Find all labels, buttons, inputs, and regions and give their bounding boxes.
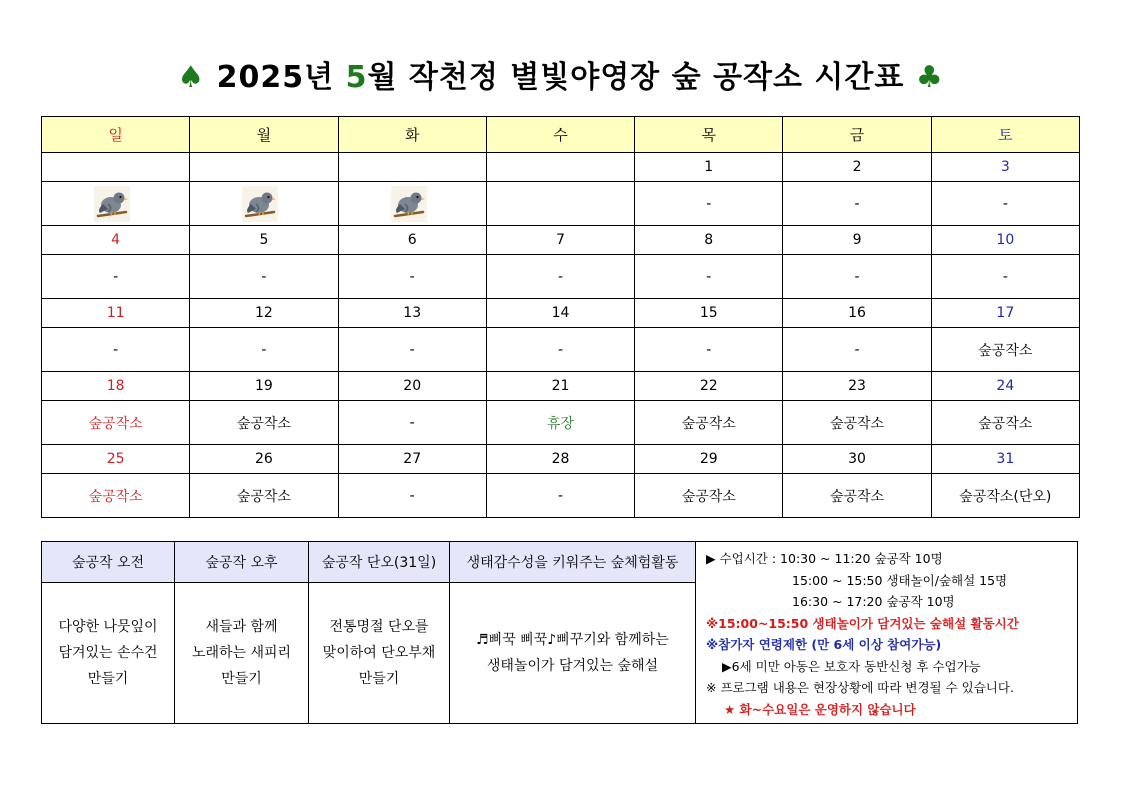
date-cell: 27 [338,445,486,474]
program-header-afternoon: 숲공작 오후 [175,542,309,583]
desc-line: ♬삐꾹 삐꾹♪삐꾸기와 함께하는 [476,632,669,648]
activity-cell: - [486,474,634,518]
date-cell: 18 [42,372,190,401]
activity-cell: 숲공작소 [42,474,190,518]
day-header-fri: 금 [783,117,931,153]
date-cell: 20 [338,372,486,401]
activity-cell: - [931,255,1079,299]
desc-line: 만들기 [358,671,400,687]
program-header-morning: 숲공작 오전 [42,542,175,583]
program-header-dano: 숲공작 단오(31일) [309,542,450,583]
calendar-table [41,116,1080,518]
date-cell: 14 [486,299,634,328]
activity-cell: 숲공작소 [783,401,931,445]
date-cell: 17 [931,299,1079,328]
activity-row [42,255,1080,299]
day-header-wed: 수 [486,117,634,153]
activity-cell [190,182,338,226]
date-cell: 15 [635,299,783,328]
activity-cell: - [783,255,931,299]
activity-cell: - [190,255,338,299]
activity-cell: 숲공작소 [190,401,338,445]
desc-forest-experience [450,583,696,724]
date-cell: 23 [783,372,931,401]
date-cell: 9 [783,226,931,255]
activity-cell: 숲공작소 [635,474,783,518]
activity-cell: - [635,255,783,299]
activity-cell: 숲공작소(단오) [931,474,1079,518]
date-cell: 31 [931,445,1079,474]
note-class-time: ▶ 수업시간 : 10:30 ~ 11:20 숲공작 10명 [706,551,943,566]
note-time-2: 15:00 ~ 15:50 생태놀이/숲해설 15명 [792,572,1008,588]
activity-cell: - [42,255,190,299]
activity-cell: - [486,255,634,299]
activity-cell: 휴장 [486,401,634,445]
desc-line: 생태놀이가 담겨있는 숲해설 [486,658,659,674]
activity-row [42,328,1080,372]
activity-cell: 숲공작소 [42,401,190,445]
activity-cell: - [635,182,783,226]
activity-cell: 숲공작소 [635,401,783,445]
spade-icon: ♠ [177,60,206,95]
desc-line: 다양한 나뭇잎이 [58,619,158,635]
activity-cell: - [338,328,486,372]
activity-row [42,474,1080,518]
activity-cell: - [338,401,486,445]
date-row [42,153,1080,182]
activity-cell [42,182,190,226]
date-cell [190,153,338,182]
desc-line: 만들기 [221,671,262,687]
desc-line: 노래하는 새피리 [191,645,292,661]
date-cell: 22 [635,372,783,401]
activity-cell: - [486,328,634,372]
date-cell: 8 [635,226,783,255]
note-change: ※ 프로그램 내용은 현장상황에 따라 변경될 수 있습니다. [706,680,1014,695]
activity-cell [338,182,486,226]
date-cell: 21 [486,372,634,401]
date-cell: 4 [42,226,190,255]
date-cell: 12 [190,299,338,328]
date-cell: 28 [486,445,634,474]
desc-afternoon [175,583,309,724]
date-cell: 7 [486,226,634,255]
program-info-table [41,541,1078,724]
note-time-3: 16:30 ~ 17:20 숲공작 10명 [792,594,955,609]
date-cell: 30 [783,445,931,474]
day-header-sun: 일 [42,117,190,153]
date-cell [486,153,634,182]
activity-cell: - [635,328,783,372]
activity-cell: - [783,328,931,372]
date-cell: 6 [338,226,486,255]
page-title [0,52,1121,96]
club-icon: ♣ [915,60,944,95]
activity-row [42,182,1080,226]
day-header-tue: 화 [338,117,486,153]
program-header-forest-experience: 생태감수성을 키워주는 숲체험활동 [450,542,696,583]
date-cell: 2 [783,153,931,182]
note-guardian: ▶6세 미만 아동은 보호자 동반신청 후 수업가능 [722,658,981,674]
date-cell: 3 [931,153,1079,182]
activity-cell [486,182,634,226]
title-year: 2025년 [216,60,335,95]
date-row [42,372,1080,401]
date-cell: 26 [190,445,338,474]
date-row [42,226,1080,255]
desc-line: 담겨있는 손수건 [58,645,158,661]
note-closed-days: ★ 화~수요일은 운영하지 않습니다 [724,701,916,717]
activity-cell: - [42,328,190,372]
activity-cell: - [190,328,338,372]
schedule-notes [696,542,1078,724]
program-header-row [42,542,1078,583]
desc-line: 맞이하여 단오부채 [322,645,436,661]
bird-icon [94,186,130,222]
activity-cell: - [783,182,931,226]
date-cell: 24 [931,372,1079,401]
date-cell: 29 [635,445,783,474]
bird-icon [391,186,427,222]
desc-line: 새들과 함께 [205,619,278,635]
date-cell: 1 [635,153,783,182]
date-cell: 19 [190,372,338,401]
desc-morning [42,583,175,724]
date-cell: 25 [42,445,190,474]
activity-cell: - [338,255,486,299]
activity-row [42,401,1080,445]
activity-cell: - [931,182,1079,226]
activity-cell: - [338,474,486,518]
date-cell: 16 [783,299,931,328]
date-row [42,445,1080,474]
date-cell: 13 [338,299,486,328]
activity-cell: 숲공작소 [783,474,931,518]
bird-icon [242,186,278,222]
title-text: 월 작천정 별빛야영장 숲 공작소 시간표 [367,60,905,95]
day-header-thu: 목 [635,117,783,153]
weekday-header-row [42,117,1080,153]
date-cell: 5 [190,226,338,255]
date-cell: 10 [931,226,1079,255]
activity-cell: 숲공작소 [190,474,338,518]
date-cell [338,153,486,182]
desc-line: 만들기 [87,671,129,687]
activity-cell: 숲공작소 [931,401,1079,445]
note-age-limit: ※참가자 연령제한 (만 6세 이상 참여가능) [706,637,942,652]
activity-cell: 숲공작소 [931,328,1079,372]
day-header-mon: 월 [190,117,338,153]
desc-dano [309,583,450,724]
date-cell: 11 [42,299,190,328]
desc-line: 전통명절 단오를 [329,619,429,635]
day-header-sat: 토 [931,117,1079,153]
date-cell [42,153,190,182]
date-row [42,299,1080,328]
note-activity-time: ※15:00~15:50 생태놀이가 담겨있는 숲해설 활동시간 [706,615,1019,631]
title-month: 5 [345,60,368,95]
